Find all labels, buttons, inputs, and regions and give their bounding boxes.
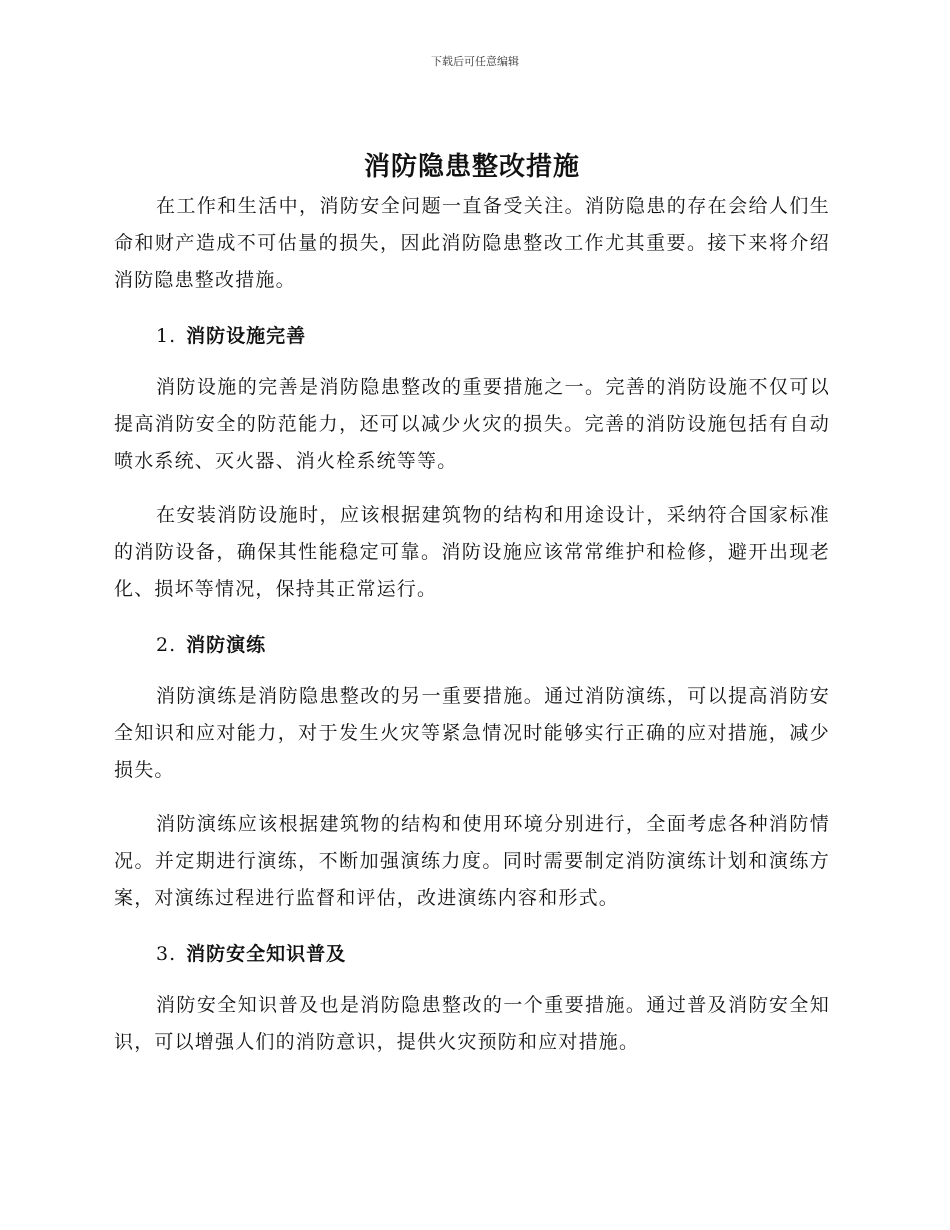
section-title: 消防演练 (186, 634, 267, 656)
section-paragraph: 消防安全知识普及也是消防隐患整改的一个重要措施。通过普及消防安全知识，可以增强人们的消防意识，提供火灾预防和应对措施。 (114, 994, 830, 1053)
section-paragraph: 在安装消防设施时，应该根据建筑物的结构和用途设计，采纳符合国家标准的消防设备，确保其性能稳定可靠。消防设施应该常常维护和检修，避开出现老化、损坏等情况，保持其正常运行。 (114, 504, 830, 600)
document-title: 消防隐患整改措施 (363, 152, 580, 182)
section-number: 3. (156, 943, 177, 965)
section-paragraph: 消防设施的完善是消防隐患整改的重要措施之一。完善的消防设施不仅可以提高消防安全的防范能力，还可以减少火灾的损失。完善的消防设施包括有自动喷水系统、灭火器、消火栓系统等等。 (114, 376, 830, 472)
section-title: 消防设施完善 (186, 325, 307, 347)
page-header-note: 下载后可任意编辑 (431, 55, 519, 68)
section-heading (114, 630, 830, 660)
section-paragraph: 消防演练是消防隐患整改的另一重要措施。通过消防演练，可以提高消防安全知识和应对能力，对于发生火灾等紧急情况时能够实行正确的应对措施，减少损失。 (114, 685, 830, 781)
section-paragraph: 消防演练应该根据建筑物的结构和使用环境分别进行，全面考虑各种消防情况。并定期进行演练，不断加强演练力度。同时需要制定消防演练计划和演练方案，对演练过程进行监督和评估，改进演练内容和形式。 (114, 813, 830, 909)
document-body (114, 150, 830, 1061)
section-number: 1. (156, 325, 177, 347)
intro-paragraph: 在工作和生活中，消防安全问题一直备受关注。消防隐患的存在会给人们生命和财产造成不可估量的损失，因此消防隐患整改工作尤其重要。接下来将介绍消防隐患整改措施。 (114, 195, 830, 291)
section-heading (114, 321, 830, 351)
section-number: 2. (156, 634, 177, 656)
section-title: 消防安全知识普及 (186, 943, 347, 965)
section-heading (114, 939, 830, 969)
